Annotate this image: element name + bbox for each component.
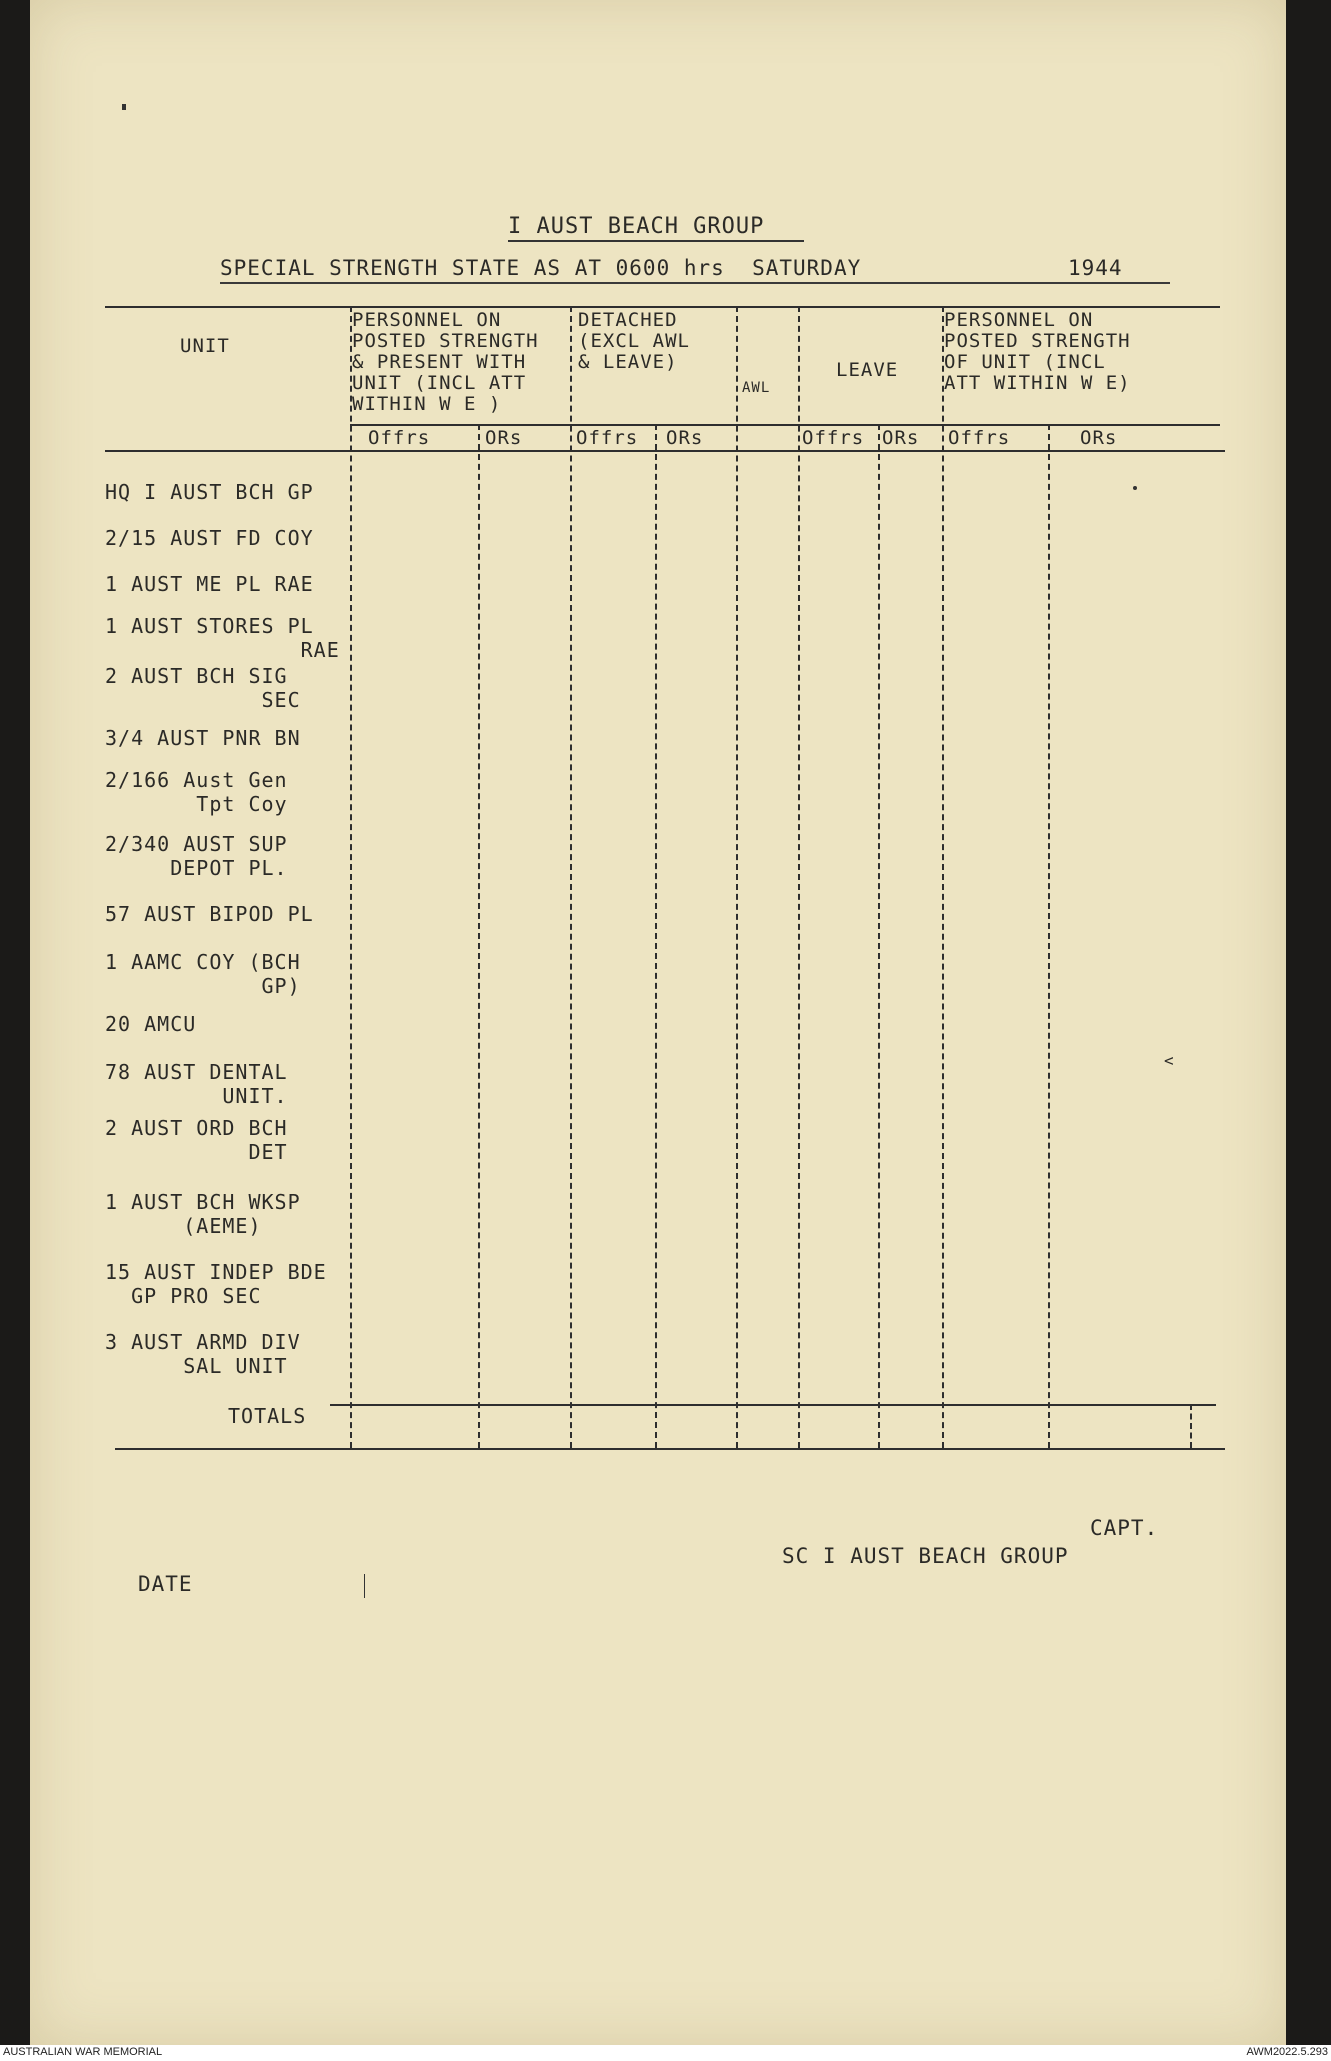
col-divider-2: [570, 306, 572, 1448]
col-divider-7: [942, 306, 944, 1448]
footer-left: AUSTRALIAN WAR MEMORIAL: [3, 2046, 163, 2058]
col-divider-3: [655, 424, 657, 1448]
date-label: DATE: [138, 1572, 193, 1596]
subheader-ors-4: ORs: [1080, 427, 1118, 449]
header-personnel-present: PERSONNEL ON POSTED STRENGTH & PRESENT WITH UNIT (INCL ATT WITHIN W E ): [352, 309, 539, 415]
unit-row: 2/340 AUST SUP DEPOT PL.: [105, 832, 288, 880]
subheader-ors-1: ORs: [485, 427, 523, 449]
unit-row: 1 AUST STORES PL RAE: [105, 614, 340, 662]
signature-rank: CAPT.: [1090, 1516, 1159, 1540]
subheader-rule: [350, 424, 1220, 426]
col-divider-end: [1190, 1404, 1192, 1448]
unit-row: 2/166 Aust Gen Tpt Coy: [105, 768, 288, 816]
subheader-ors-2: ORs: [666, 427, 704, 449]
subheader-offrs-1: Offrs: [368, 427, 431, 449]
col-divider-6: [878, 424, 880, 1448]
document-subtitle: SPECIAL STRENGTH STATE AS AT 0600 hrs SATURDAY: [220, 256, 862, 280]
totals-top-rule: [330, 1404, 1216, 1406]
footer-bar: [0, 2045, 1331, 2061]
footer-right: AWM2022.5.293: [1246, 2046, 1328, 2058]
col-divider-unit: [350, 306, 352, 1448]
unit-row: 78 AUST DENTAL UNIT.: [105, 1060, 288, 1108]
col-divider-8: [1048, 424, 1050, 1448]
subheader-offrs-2: Offrs: [576, 427, 639, 449]
unit-row: 1 AUST BCH WKSP (AEME): [105, 1190, 301, 1238]
table-top-rule: [105, 306, 1220, 308]
unit-row: 2 AUST ORD BCH DET: [105, 1116, 288, 1164]
unit-row: 3/4 AUST PNR BN: [105, 726, 301, 750]
subheader-ors-3: ORs: [882, 427, 920, 449]
header-personnel-posted: PERSONNEL ON POSTED STRENGTH OF UNIT (INCL ATT WITHIN W E): [944, 309, 1131, 394]
subheader-offrs-3: Offrs: [802, 427, 865, 449]
header-bottom-rule: [105, 450, 1225, 452]
table-bottom-rule: [115, 1448, 1225, 1450]
document-page: [30, 0, 1286, 2045]
unit-row: 57 AUST BIPOD PL: [105, 902, 314, 926]
paper-mark: [122, 104, 126, 110]
title-underline: [508, 240, 804, 242]
header-awl: AWL: [742, 380, 771, 396]
col-divider-4: [736, 306, 738, 1448]
totals-label: TOTALS: [228, 1404, 307, 1428]
header-leave: LEAVE: [836, 359, 899, 381]
unit-row: 3 AUST ARMD DIV SAL UNIT: [105, 1330, 301, 1378]
document-year: 1944: [1068, 256, 1123, 280]
signature-position: SC I AUST BEACH GROUP: [782, 1544, 1069, 1568]
paper-mark-caret: <: [1164, 1051, 1175, 1070]
col-divider-5: [798, 306, 800, 1448]
col-divider-1: [478, 424, 480, 1448]
subheader-offrs-4: Offrs: [948, 427, 1011, 449]
paper-mark: [1133, 486, 1137, 490]
unit-header: UNIT: [180, 335, 230, 357]
unit-row: HQ I AUST BCH GP: [105, 480, 314, 504]
unit-row: 20 AMCU: [105, 1012, 197, 1036]
unit-row: 1 AAMC COY (BCH GP): [105, 950, 301, 998]
document-title: I AUST BEACH GROUP: [508, 214, 765, 239]
unit-row: 15 AUST INDEP BDE GP PRO SEC: [105, 1260, 327, 1308]
subtitle-underline: [220, 282, 1170, 284]
unit-row: 1 AUST ME PL RAE: [105, 572, 314, 596]
header-detached: DETACHED (EXCL AWL & LEAVE): [578, 309, 690, 373]
date-mark: [364, 1574, 365, 1598]
unit-row: 2 AUST BCH SIG SEC: [105, 664, 301, 712]
unit-row: 2/15 AUST FD COY: [105, 526, 314, 550]
